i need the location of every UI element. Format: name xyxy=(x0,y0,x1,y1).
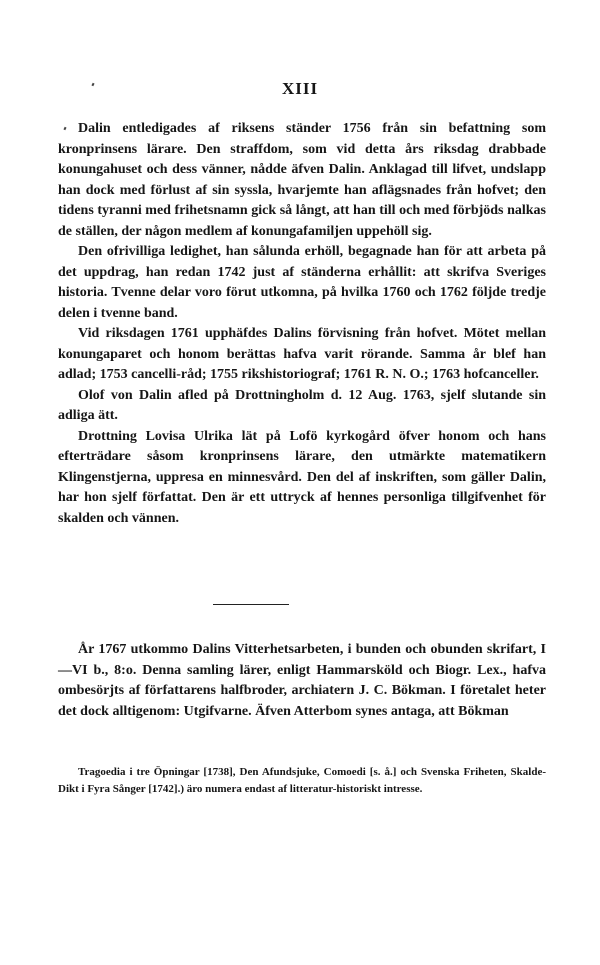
main-text xyxy=(58,119,546,529)
paragraph: Den ofrivilliga ledighet, han sålunda erhöll, begagnade han för att arbeta på det uppdrag, han redan 1742 just af ständerna erhållit: att skrifva Sveriges historia. Tvenne delar voro förut utkomna, på hvilka 1760 och 1762 följde tredje delen i tvenne band. xyxy=(58,244,546,321)
paragraph: Olof von Dalin afled på Drottningholm d. 12 Aug. 1763, sjelf slutande sin adliga ätt. xyxy=(58,387,546,423)
paragraph: År 1767 utkommo Dalins Vitterhetsarbeten, i bunden och obunden skrifart, I—VI b., 8:o. Denna samling lärer, enligt Hammarsköld och Biogr. Lex., hafva ombesörjts af författarens halfbroder, archiatern J. C. Bökman. I företalet heter det dock alltigenom: Utgifvarne. Äfven Atterbom synes antaga, att Bökman xyxy=(58,642,546,719)
page-number: XIII xyxy=(281,79,319,98)
section-divider xyxy=(213,604,289,605)
paragraph: Vid riksdagen 1761 upphäfdes Dalins förvisning från hofvet. Mötet mellan konungaparet och honom berättas hafva varit rörande. Samma år blef han adlad; 1753 cancelli-råd; 1755 rikshistoriograf; 1761 R. N. O.; 1763 hofcanceller. xyxy=(58,326,546,382)
paragraph: Drottning Lovisa Ulrika lät på Lofö kyrkogård öfver honom och hans efterträdare såsom kronprinsens lärare, den utmärkte matematikern Klingenstjerna, uppresa en minnesvård. Den del af inskriften, som gäller Dalin, har hon sjelf författat. Den är ett uttryck af hennes personliga tillgifvenhet för skalden och vännen. xyxy=(58,428,546,526)
paragraph: Dalin entledigades af riksens ständer 1756 från sin befattning som kronprinsens lärare. Den straffdom, som vid detta års riksdag drabbade konungahuset och dess vänner, nådde äfven Dalin. Anklagad till lifvet, undslapp han dock med förlust af sin syssla, hvarjemte han aflägsnades från hofvet; den tidens tyranni med frihetsnamn gick så långt, att han till och med förbjöds nalkas de ställen, der någon medlem af konungafamiljen uppehöll sig. xyxy=(58,121,546,239)
lower-text xyxy=(58,640,546,722)
footnote: Tragoedia i tre Öpningar [1738], Den Afundsjuke, Comoedi [s. å.] och Svenska Friheten, Skalde-Dikt i Fyra Sånger [1742].) äro numera endast af litteratur-historiskt intresse. xyxy=(58,766,546,795)
